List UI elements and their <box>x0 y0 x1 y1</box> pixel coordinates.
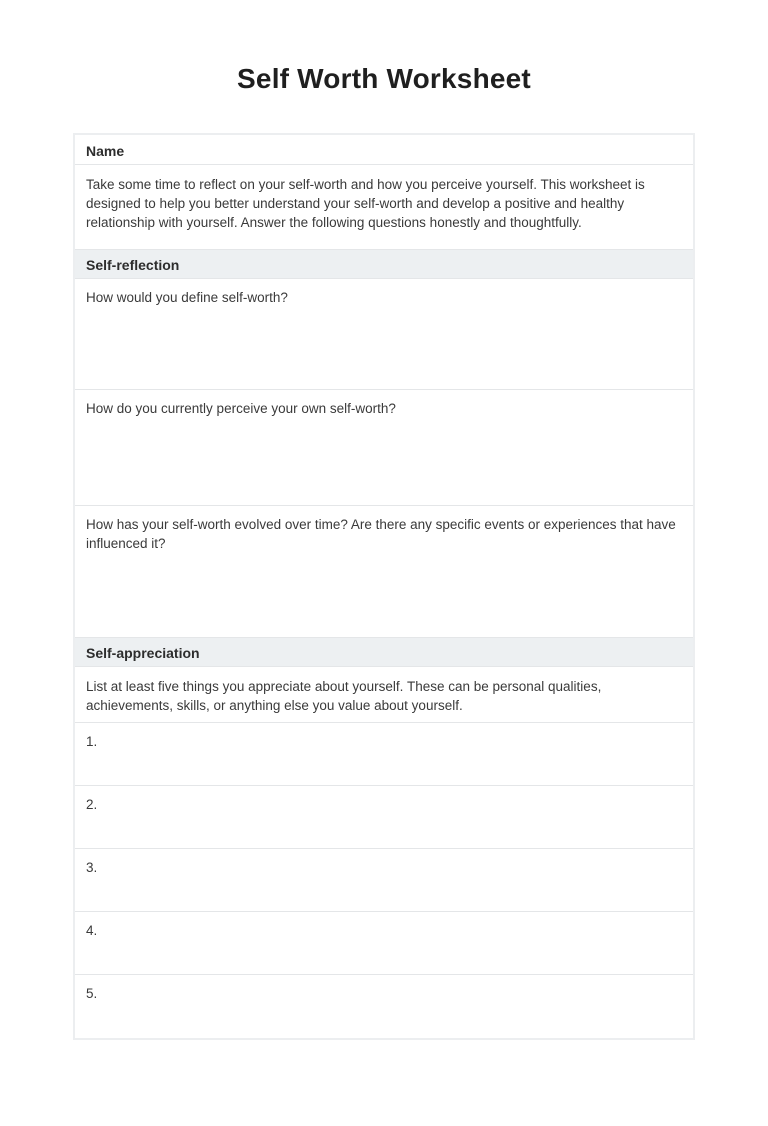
list-item-5 <box>75 975 693 1038</box>
item-number: 3. <box>86 860 98 875</box>
section-header-label: Self-appreciation <box>86 645 200 661</box>
answer-area[interactable] <box>75 751 693 785</box>
question-text: How has your self-worth evolved over time? Are there any specific events or experiences that have influenced it? <box>86 517 676 551</box>
answer-area[interactable] <box>75 814 693 848</box>
answer-area[interactable] <box>75 1003 693 1038</box>
list-item-2 <box>75 786 693 849</box>
item-number: 2. <box>86 797 98 812</box>
answer-area[interactable] <box>75 329 693 390</box>
list-item-1 <box>75 723 693 786</box>
question-text: How do you currently perceive your own self-worth? <box>86 401 396 416</box>
name-input-area[interactable] <box>145 135 693 164</box>
answer-area[interactable] <box>75 565 693 637</box>
answer-area[interactable] <box>75 940 693 974</box>
item-number: 4. <box>86 923 98 938</box>
question-row-2 <box>75 390 693 506</box>
page-title: Self Worth Worksheet <box>237 63 531 94</box>
item-number: 5. <box>86 986 98 1001</box>
question-row-1 <box>75 279 693 390</box>
list-item-4 <box>75 912 693 975</box>
section-header-self-appreciation <box>75 638 693 667</box>
answer-area[interactable] <box>75 877 693 911</box>
answer-area[interactable] <box>75 442 693 505</box>
section-header-label: Self-reflection <box>86 257 180 273</box>
section-header-self-reflection <box>75 250 693 279</box>
item-number: 1. <box>86 734 98 749</box>
name-label: Name <box>86 143 125 159</box>
worksheet-table <box>73 133 695 1040</box>
instructions-text: List at least five things you appreciate about yourself. These can be personal qualities, achievements, skills, or anything else you value about yourself. <box>86 679 602 713</box>
name-row <box>75 135 693 165</box>
question-row-3 <box>75 506 693 638</box>
intro-text: Take some time to reflect on your self-worth and how you perceive yourself. This worksheet is designed to help you better understand your self-worth and develop a positive and healthy relationship with yourself. Answer the following questions honestly and thoughtfully. <box>86 177 645 230</box>
instructions-row <box>75 667 693 723</box>
list-item-3 <box>75 849 693 912</box>
question-text: How would you define self-worth? <box>86 290 288 305</box>
intro-row <box>75 165 693 250</box>
